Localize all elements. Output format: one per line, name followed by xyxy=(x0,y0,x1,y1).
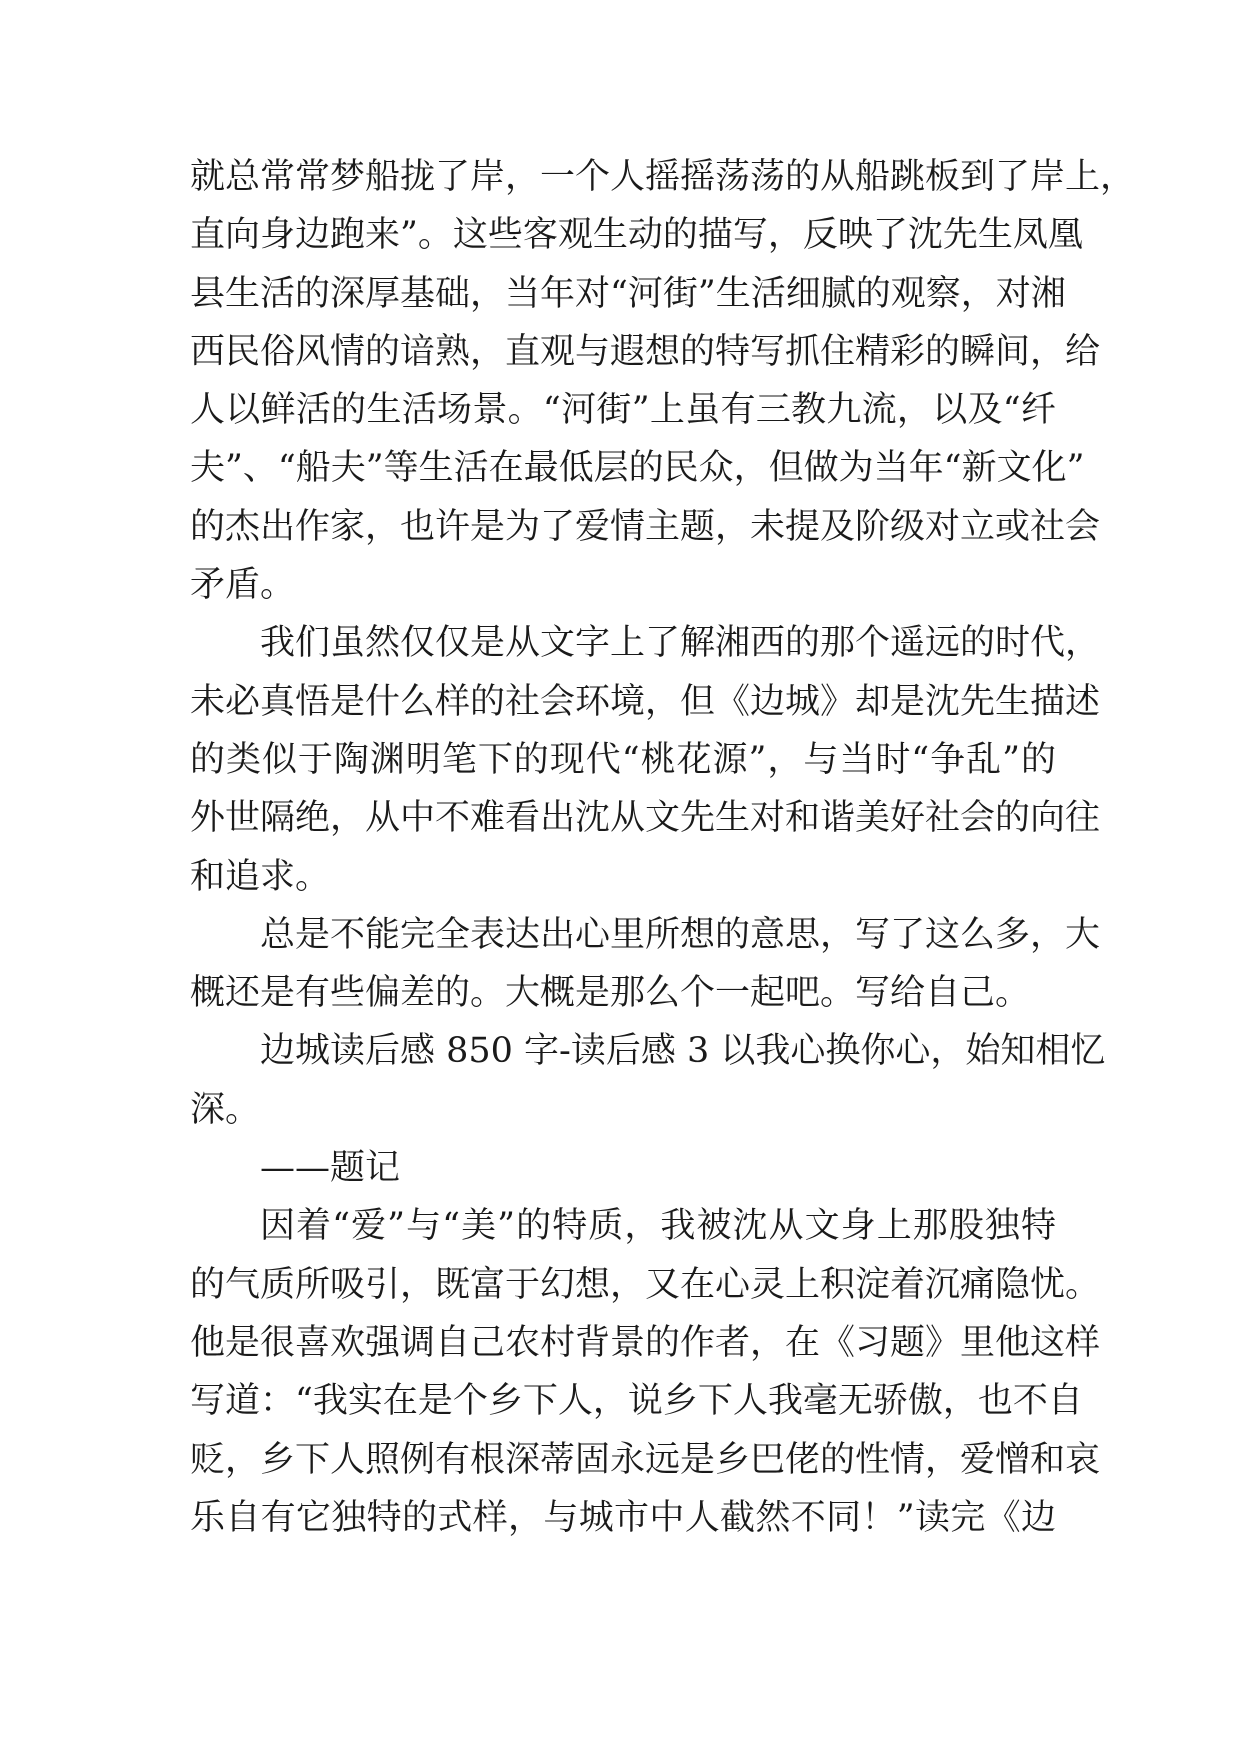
text-line: 深。 xyxy=(190,1089,261,1130)
text-line: 我们虽然仅仅是从文字上了解湘西的那个遥远的时代， xyxy=(260,623,1101,664)
document-body-text xyxy=(190,148,1136,1547)
text-line: 因着“爱”与“美”的特质，我被沈从文身上那股独特 xyxy=(260,1206,1056,1247)
text-line: 的气质所吸引，既富于幻想，又在心灵上积淀着沉痛隐忧。 xyxy=(190,1264,1101,1305)
text-line: 直向身边跑来”。这些客观生动的描写，反映了沈先生凤凰 xyxy=(190,215,1083,256)
text-line: 未必真悟是什么样的社会环境，但《边城》却是沈先生描述 xyxy=(190,681,1101,722)
text-line: 人以鲜活的生活场景。“河街”上虽有三教九流，以及“纤 xyxy=(190,390,1056,431)
text-line: 边城读后感 850 字-读后感 3 以我心换你心，始知相忆 xyxy=(260,1031,1106,1072)
text-line: 总是不能完全表达出心里所想的意思，写了这么多，大 xyxy=(260,914,1101,955)
text-line: 县生活的深厚基础，当年对“河街”生活细腻的观察，对湘 xyxy=(190,273,1066,314)
text-line: 和追求。 xyxy=(190,856,331,897)
text-line: 写道：“我实在是个乡下人，说乡下人我毫无骄傲，也不自 xyxy=(190,1381,1083,1422)
text-line: 夫”、“船夫”等生活在最低层的民众，但做为当年“新文化” xyxy=(190,448,1085,489)
text-line: ——题记 xyxy=(260,1148,401,1189)
text-line: 外世隔绝，从中不难看出沈从文先生对和谐美好社会的向往 xyxy=(190,798,1101,839)
text-line: 的类似于陶渊明笔下的现代“桃花源”，与当时“争乱”的 xyxy=(190,739,1056,780)
text-line: 西民俗风情的谙熟，直观与遐想的特写抓住精彩的瞬间，给 xyxy=(190,331,1101,372)
text-line: 就总常常梦船拢了岸，一个人摇摇荡荡的从船跳板到了岸上， xyxy=(190,157,1136,197)
text-line: 概还是有些偏差的。大概是那么个一起吧。写给自己。 xyxy=(190,973,1031,1014)
text-line: 贬，乡下人照例有根深蒂固永远是乡巴佬的性情，爱憎和哀 xyxy=(190,1439,1101,1480)
text-line: 的杰出作家，也许是为了爱情主题，未提及阶级对立或社会 xyxy=(190,506,1101,547)
text-line: 矛盾。 xyxy=(190,565,296,606)
text-line: 他是很喜欢强调自己农村背景的作者，在《习题》里他这样 xyxy=(190,1322,1101,1363)
text-line: 乐自有它独特的式样，与城市中人截然不同！”读完《边 xyxy=(190,1497,1056,1538)
